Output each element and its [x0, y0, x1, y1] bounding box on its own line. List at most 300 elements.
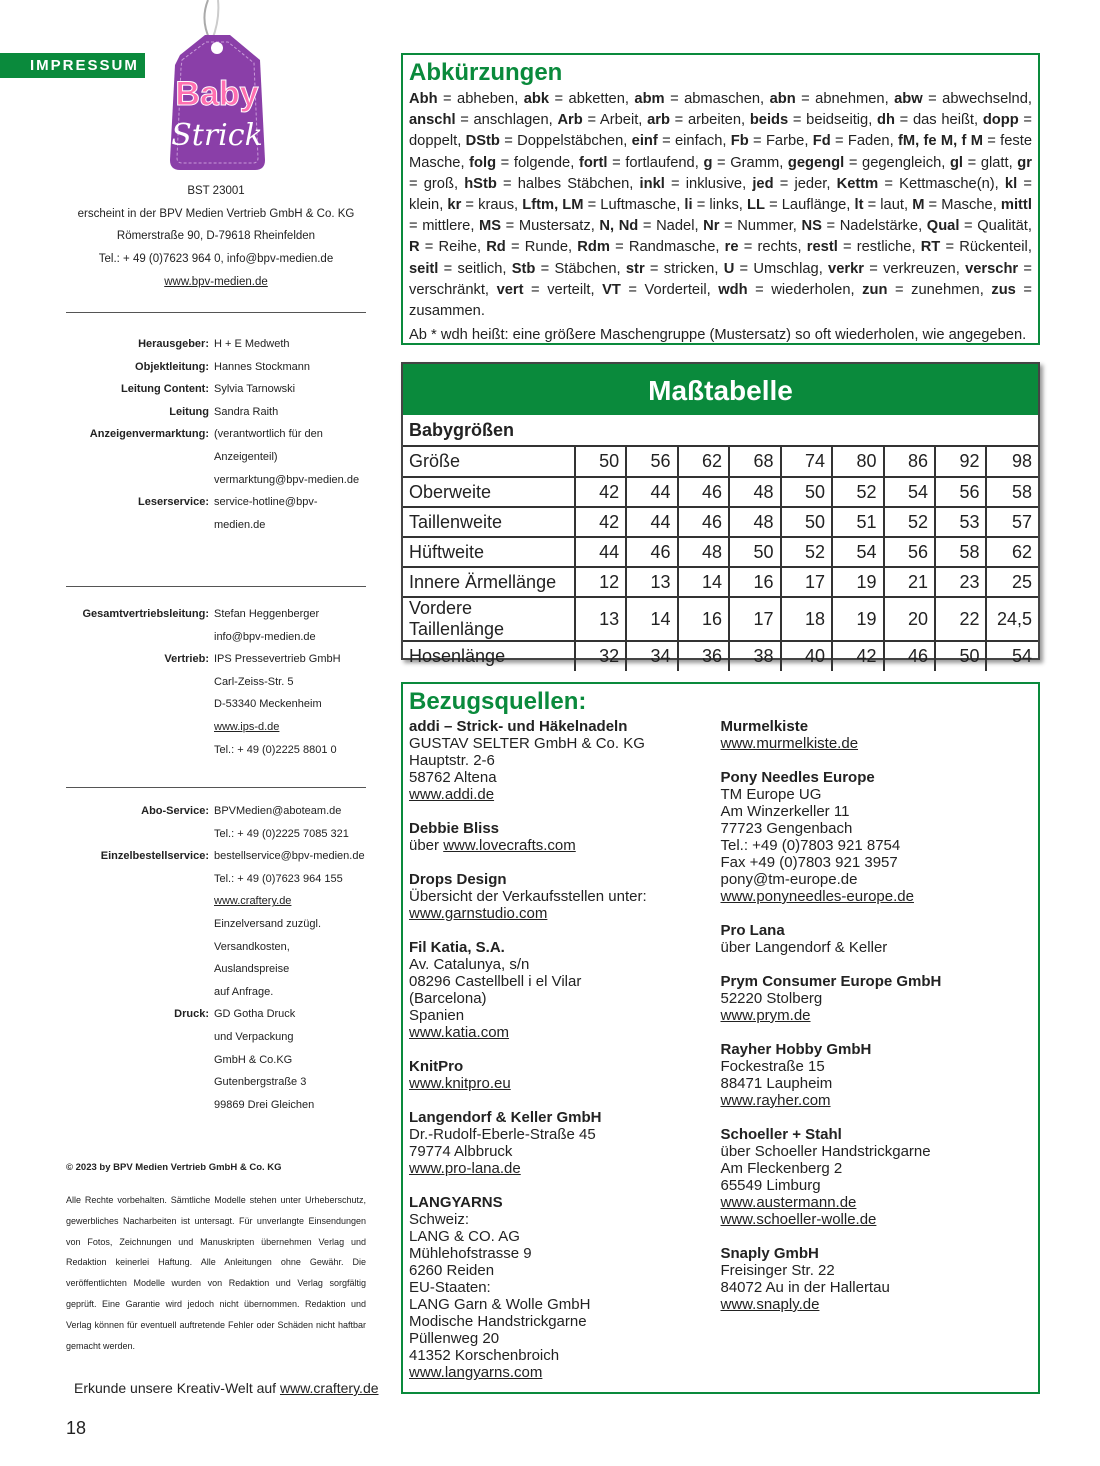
abbreviation-meaning: abketten	[568, 91, 625, 107]
impressum-row	[66, 378, 366, 401]
source-link-line	[409, 786, 721, 803]
source-link[interactable]: www.langyarns.com	[409, 1364, 543, 1381]
abbreviation-item: inkl = inklusive,	[639, 175, 753, 192]
abbreviation-meaning: verteilt	[547, 281, 591, 298]
source-link-line	[721, 1211, 1033, 1228]
size-row-label: Innere Ärmellänge	[403, 567, 575, 597]
abbreviation-item: Fb = Farbe,	[730, 133, 813, 150]
abbreviation-meaning: Nadel	[656, 218, 695, 235]
abbreviation-term: verkr	[828, 260, 864, 277]
source-link[interactable]: www.knitpro.eu	[409, 1075, 511, 1092]
source-entry	[409, 1058, 721, 1092]
impressum-value: Carl-Zeiss-Str. 5	[214, 675, 294, 688]
abbreviation-meaning: halbes Stäbchen	[517, 175, 630, 192]
source-entry	[409, 871, 721, 922]
size-cell: 86	[884, 447, 935, 477]
abbreviation-meaning: zunehmen	[911, 281, 980, 298]
abbreviation-term: NS	[801, 218, 822, 235]
source-name: Fil Katia, S.A.	[409, 939, 505, 956]
size-table-row	[403, 507, 1038, 537]
size-cell: 53	[935, 507, 986, 537]
source-line: pony@tm-europe.de	[720, 871, 858, 888]
abbreviation-item: str = stricken,	[625, 260, 724, 277]
source-link[interactable]: www.prym.de	[720, 1007, 811, 1024]
abbreviation-item: U = Umschlag,	[723, 260, 829, 277]
source-entry	[409, 1194, 721, 1381]
abbreviation-term: LL	[747, 197, 765, 214]
abbreviation-item: DStb = Doppelstäbchen,	[465, 133, 632, 150]
size-cell: 19	[832, 567, 883, 597]
source-line: 52220 Stolberg	[720, 990, 823, 1007]
source-link[interactable]: www.katia.com	[409, 1024, 510, 1041]
abbreviation-term: VT	[602, 281, 621, 298]
impressum-row	[66, 401, 366, 491]
size-cell: 17	[781, 567, 832, 597]
size-cell: 56	[884, 537, 935, 567]
source-line: LANG & CO. AG	[409, 1228, 520, 1245]
abbreviation-term: str	[625, 260, 645, 277]
abbreviation-term: mittl	[1000, 197, 1032, 214]
abbreviation-meaning: Nummer	[737, 218, 793, 235]
impressum-label: Leitung Content:	[121, 383, 209, 396]
abbreviation-meaning: wiederholen	[771, 281, 851, 298]
abbreviation-item: Stb = Stäbchen,	[511, 260, 626, 277]
size-cell: 50	[781, 507, 832, 537]
source-link[interactable]: www.pro-lana.de	[409, 1160, 521, 1177]
impressum-values	[214, 491, 366, 536]
impressum-value: service-hotline@bpv-medien.de	[214, 496, 318, 531]
abbreviation-term: lt	[854, 197, 864, 214]
impressum-value: Tel.: + 49 (0)2225 8801 0	[214, 743, 337, 756]
issue-code: BST 23001	[187, 185, 245, 197]
size-cell: 56	[935, 477, 986, 507]
size-cell: 57	[986, 507, 1038, 537]
source-name: LANGYARNS	[409, 1194, 503, 1211]
source-link[interactable]: www.austermann.de	[720, 1194, 857, 1211]
abbreviation-term: fM, fe M, f M	[897, 133, 983, 150]
source-link-line	[721, 1296, 1033, 1313]
abbreviation-term: Fb	[730, 133, 749, 150]
source-link-line: über www.lovecrafts.com	[409, 837, 576, 854]
size-table-grid	[403, 447, 1038, 671]
size-cell: 17	[729, 597, 780, 641]
abbreviation-meaning: abwechselnd	[942, 91, 1028, 107]
abbreviation-term: anschl	[409, 112, 456, 129]
sources-right-column	[721, 718, 1033, 1398]
impressum-value: BPVMedien@aboteam.de	[214, 805, 342, 817]
abbreviation-meaning: Nadelstärke	[839, 218, 919, 235]
source-name: Langendorf & Keller GmbH	[409, 1109, 602, 1126]
impressum-label: Druck:	[174, 1008, 209, 1021]
abbreviation-meaning: seitlich	[457, 260, 503, 277]
abbreviations-title: Abkürzungen	[409, 59, 563, 86]
source-link[interactable]: www.rayher.com	[720, 1092, 831, 1109]
abbreviation-meaning: feste Masche	[409, 133, 1032, 171]
abbreviation-term: U	[723, 260, 735, 277]
size-cell: 34	[626, 641, 677, 671]
size-cell: 36	[678, 641, 729, 671]
impressum-values	[214, 333, 366, 356]
abbreviation-meaning: klein	[409, 197, 440, 214]
abbreviation-term: dopp	[982, 112, 1019, 129]
rights-text: Alle Rechte vorbehalten. Sämtliche Modelle stehen unter Urheberschutz, gewerbliches Nacharbeiten ist untersagt. Für unverlangte Einsendungen von Fotos, Zeichnungen und Manuskripten übernehmen Verlag und Redaktion keinerlei Haftung. Alle Anleitungen ohne Gewähr. Die veröffentlichten Modelle wurden von Redaktion und Verlag sorgfältig geprüft. Eine Garantie wird jedoch nicht übernommen. Redaktion und Verlag können für eventuell auftretende Fehler oder Schäden nicht haftbar gemacht werden.	[66, 1195, 366, 1351]
size-table-row	[403, 641, 1038, 671]
abbreviation-meaning: abnehmen	[815, 91, 885, 107]
impressum-group-2	[66, 603, 366, 761]
abbreviation-term: Fd	[812, 133, 831, 150]
source-link-line	[721, 888, 1033, 905]
abbreviation-meaning: Masche	[941, 197, 993, 214]
publisher-line: erscheint in der BPV Medien Vertrieb GmbH & Co. KG	[77, 207, 355, 220]
impressum-row	[66, 648, 366, 761]
abbreviation-item: Nr = Nummer,	[703, 218, 802, 235]
source-line: (Barcelona)	[409, 990, 487, 1007]
source-line: Freisinger Str. 22	[720, 1262, 835, 1279]
size-cell: 54	[884, 477, 935, 507]
sources-title: Bezugsquellen:	[409, 688, 587, 715]
source-line: Hauptstr. 2-6	[409, 752, 495, 769]
source-link-line	[409, 1024, 721, 1041]
abbreviation-term: kl	[1004, 175, 1018, 192]
abbreviation-item: einf = einfach,	[631, 133, 731, 150]
abbreviation-meaning: Lauflänge	[781, 197, 847, 214]
abbreviation-term: abk	[523, 91, 550, 107]
size-cell: 42	[575, 477, 626, 507]
abbreviation-item: jed = jeder,	[752, 175, 837, 192]
source-name: KnitPro	[409, 1058, 464, 1075]
publisher-phone: Tel.: + 49 (0)7623 964 0, info@bpv-medien.de	[98, 253, 334, 266]
abbreviation-term: DStb	[465, 133, 500, 150]
impressum-group-3	[66, 800, 366, 1116]
source-name: Drops Design	[409, 871, 507, 888]
abbreviation-item: Qual = Qualität,	[926, 218, 1032, 235]
size-cell: 25	[986, 567, 1038, 597]
abbreviation-term: hStb	[464, 175, 497, 192]
impressum-value: Versandkosten, Auslandspreise	[214, 940, 290, 976]
impressum-label: Objektleitung:	[135, 360, 209, 373]
source-link[interactable]: www.schoeller-wolle.de	[720, 1211, 877, 1228]
size-cell: 56	[626, 447, 677, 477]
size-row-label: Taillenweite	[403, 507, 575, 537]
abbreviation-meaning: Kettmasche(n)	[899, 175, 995, 192]
abbreviation-meaning: Reihe	[438, 239, 477, 256]
impressum-value	[214, 890, 366, 913]
impressum-value: und Verpackung	[214, 1030, 294, 1043]
impressum-values	[214, 603, 366, 648]
impressum-values	[214, 845, 366, 1003]
abbreviation-item: seitl = seitlich,	[409, 260, 512, 277]
abbreviation-meaning: links	[709, 197, 739, 214]
impressum-value: IPS Pressevertrieb GmbH	[214, 653, 341, 666]
source-link[interactable]: www.garnstudio.com	[409, 905, 548, 922]
size-cell: 50	[781, 477, 832, 507]
page-number: 18	[66, 1418, 87, 1438]
abbreviation-term: Kettm	[836, 175, 879, 192]
impressum-value: D-53340 Meckenheim	[214, 698, 322, 711]
size-cell: 52	[832, 477, 883, 507]
impressum-value: Sylvia Tarnowski	[214, 383, 296, 396]
abbreviation-item: gl = glatt,	[949, 154, 1018, 171]
source-line: Dr.-Rudolf-Eberle-Straße 45	[409, 1126, 596, 1143]
impressum-value: Gutenbergstraße 3	[214, 1076, 307, 1089]
source-link[interactable]: www.addi.de	[409, 786, 495, 803]
source-entry	[721, 769, 1033, 905]
size-cell: 58	[986, 477, 1038, 507]
abbreviation-term: MS	[479, 218, 502, 235]
impressum-value: GD Gotha Druck	[214, 1008, 296, 1021]
source-line: Püllenweg 20	[409, 1330, 500, 1347]
impressum-value: GmbH & Co.KG	[214, 1053, 293, 1066]
abbreviation-meaning: verschränkt	[409, 281, 485, 298]
impressum-row	[66, 1003, 366, 1116]
abbreviation-item: LL = Lauflänge,	[747, 197, 855, 214]
source-line: über Langendorf & Keller	[720, 939, 888, 956]
craftery-link[interactable]: www.craftery.de	[279, 1380, 379, 1396]
size-row-label: Hosenlänge	[409, 646, 506, 666]
impressum-value: Tel.: + 49 (0)2225 7085 321	[214, 827, 349, 840]
abbreviation-meaning: restliche	[856, 239, 912, 256]
source-entry	[409, 1109, 721, 1177]
source-entry	[721, 973, 1033, 1024]
abbreviation-item: kl = klein,	[409, 175, 1032, 214]
source-line: Modische Handstrickgarne	[409, 1313, 587, 1330]
impressum-label: Herausgeber:	[138, 338, 209, 350]
abbreviation-meaning: Qualität	[977, 218, 1028, 235]
size-cell: 46	[626, 537, 677, 567]
impressum-value: auf Anfrage.	[214, 985, 274, 998]
source-link[interactable]: www.snaply.de	[720, 1296, 820, 1313]
divider	[66, 586, 366, 587]
size-table-title: Maßtabelle	[403, 364, 1038, 415]
abbreviation-meaning: groß	[423, 175, 454, 192]
abbreviation-meaning: Luftmasche	[600, 197, 677, 214]
source-line: 58762 Altena	[409, 769, 497, 786]
size-cell: 16	[678, 597, 729, 641]
impressum-link[interactable]: www.ips-d.de	[214, 720, 280, 733]
abbreviation-meaning: kraus	[478, 197, 515, 214]
size-cell: 42	[832, 641, 883, 671]
source-link-line	[721, 1194, 1033, 1211]
source-name: Pony Needles Europe	[720, 769, 875, 786]
abbreviation-term: M	[912, 197, 925, 214]
logo-text-baby: Baby	[175, 75, 259, 113]
impressum-label: Vertrieb:	[164, 653, 209, 666]
abbreviation-term: Abh	[409, 91, 438, 107]
abbreviation-meaning: Stäbchen	[554, 260, 617, 277]
abbreviation-term: Stb	[511, 260, 536, 277]
abbreviation-term: wdh	[718, 281, 748, 298]
abbreviation-item: restl = restliche,	[806, 239, 921, 256]
source-name: addi – Strick- und Häkelnadeln	[409, 718, 628, 735]
abbreviation-item: beids = beidseitig,	[749, 112, 878, 129]
publisher-info	[66, 180, 366, 294]
size-cell: 44	[626, 507, 677, 537]
source-name: Schoeller + Stahl	[720, 1126, 842, 1143]
sources-left-column	[409, 718, 721, 1398]
abbreviation-item: Lftm, LM = Luftmasche,	[522, 197, 685, 214]
source-entry	[409, 939, 721, 1041]
abbreviation-term: Nr	[703, 218, 720, 235]
abbreviation-item: gr = groß,	[409, 154, 1032, 192]
source-line: EU-Staaten:	[409, 1279, 491, 1296]
impressum-value: Stefan Heggenberger	[214, 608, 320, 620]
size-cell: 54	[832, 537, 883, 567]
source-name: Debbie Bliss	[409, 820, 500, 837]
source-link-line	[409, 1364, 721, 1381]
abbreviation-term: zun	[862, 281, 888, 298]
impressum-values	[214, 356, 366, 379]
source-entry	[721, 1041, 1033, 1109]
source-line: 88471 Laupheim	[720, 1075, 833, 1092]
source-line: Fockestraße 15	[720, 1058, 825, 1075]
source-link[interactable]: www.ponyneedles-europe.de	[720, 888, 914, 905]
abbreviation-item: dh = das heißt,	[877, 112, 983, 129]
size-cell: 74	[781, 447, 832, 477]
abbreviation-term: arb	[647, 112, 670, 129]
source-line: 79774 Albbruck	[409, 1143, 513, 1160]
source-line: Schweiz:	[409, 1211, 470, 1228]
source-link-line	[721, 1092, 1033, 1109]
source-link-line	[409, 905, 721, 922]
abbreviation-item: VT = Vorderteil,	[602, 281, 719, 298]
abbreviation-meaning: laut	[880, 197, 904, 214]
abbreviation-item: g = Gramm,	[703, 154, 788, 171]
abbreviation-item: N, Nd = Nadel,	[599, 218, 704, 235]
size-cell: 48	[729, 477, 780, 507]
abbreviation-term: vert	[496, 281, 524, 298]
source-name: Pro Lana	[720, 922, 785, 939]
source-line: Tel.: +49 (0)7803 921 8754	[720, 837, 901, 854]
size-cell: 13	[575, 597, 626, 641]
impressum-value: Tel.: + 49 (0)7623 964 155	[214, 872, 343, 885]
abbreviation-term: abn	[769, 91, 796, 107]
source-line: Am Winzerkeller 11	[720, 803, 850, 820]
abbreviation-term: Arb	[557, 112, 583, 129]
abbreviation-item: Fd = Faden,	[812, 133, 898, 150]
impressum-label: Abo-Service:	[141, 805, 209, 817]
size-cell: 44	[575, 537, 626, 567]
abbreviation-meaning: glatt	[980, 154, 1009, 171]
abbreviation-meaning: anschlagen	[473, 112, 549, 129]
impressum-value: (verantwortlich für den	[214, 428, 323, 441]
sources-box	[401, 682, 1040, 1394]
impressum-values	[214, 401, 366, 491]
abbreviation-meaning: Umschlag	[753, 260, 819, 277]
abbreviation-meaning: stricken	[663, 260, 715, 277]
impressum-label: Gesamtvertriebsleitung:	[82, 608, 209, 620]
abbreviation-item: zus = zusammen.	[409, 281, 1032, 320]
abbreviation-meaning: jeder	[794, 175, 827, 192]
source-link-line	[721, 735, 1033, 752]
impressum-link[interactable]: www.craftery.de	[214, 895, 292, 908]
source-name: Rayher Hobby GmbH	[720, 1041, 872, 1058]
impressum-row	[66, 356, 366, 379]
abbreviation-term: li	[684, 197, 693, 214]
source-link-line	[409, 1075, 721, 1092]
source-name: Murmelkiste	[720, 718, 809, 735]
abbreviation-item: dopp = doppelt,	[409, 112, 1032, 150]
abbreviation-item: M = Masche,	[912, 197, 1001, 214]
size-cell: 92	[935, 447, 986, 477]
source-link[interactable]: www.lovecrafts.com	[443, 837, 576, 854]
abbreviation-item: vert = verteilt,	[496, 281, 603, 298]
source-entry	[409, 820, 721, 854]
abbreviation-term: gegengl	[787, 154, 845, 171]
abbreviation-item: Abh = abheben,	[409, 91, 524, 107]
impressum-value	[214, 716, 366, 739]
abbreviation-meaning: Arbeit	[599, 112, 639, 129]
size-cell: 54	[986, 641, 1038, 671]
abbreviation-meaning: inklusive	[685, 175, 743, 192]
abbreviation-meaning: verkreuzen	[883, 260, 956, 277]
source-line: Am Fleckenberg 2	[720, 1160, 843, 1177]
publisher-address: Römerstraße 90, D-79618 Rheinfelden	[116, 230, 316, 243]
abbreviation-item: li = links,	[684, 197, 747, 214]
size-row-label: Größe	[403, 447, 575, 477]
discover-text: Erkunde unsere Kreativ-Welt auf	[74, 1380, 277, 1396]
impressum-value: H + E Medweth	[214, 338, 290, 350]
abbreviation-meaning: rechts	[757, 239, 798, 256]
abbreviation-item: kr = kraus,	[447, 197, 523, 214]
size-cell: 98	[986, 447, 1038, 477]
size-cell: 50	[729, 537, 780, 567]
abbreviation-term: Lftm, LM	[522, 197, 584, 214]
baby-strick-logo	[160, 0, 280, 175]
publisher-website-link[interactable]: www.bpv-medien.de	[164, 275, 268, 288]
abbreviations-list	[409, 89, 1032, 322]
source-line: LANG Garn & Wolle GmbH	[409, 1296, 591, 1313]
impressum-values	[214, 648, 366, 761]
abbreviation-meaning: Gramm	[730, 154, 780, 171]
impressum-value: Sandra Raith	[214, 405, 279, 418]
size-cell: 12	[575, 567, 626, 597]
abbreviation-item: Rd = Runde,	[486, 239, 578, 256]
impressum-values	[214, 1003, 366, 1116]
source-name: Snaply GmbH	[720, 1245, 819, 1262]
source-entry	[721, 922, 1033, 956]
abbreviation-item: re = rechts,	[724, 239, 807, 256]
size-cell: 80	[832, 447, 883, 477]
size-cell: 14	[678, 567, 729, 597]
size-cell: 51	[832, 507, 883, 537]
source-entry	[721, 1245, 1033, 1313]
abbreviation-meaning: Rückenteil	[959, 239, 1028, 256]
abbreviation-item: folg = folgende,	[469, 154, 579, 171]
size-cell: 44	[626, 477, 677, 507]
source-link[interactable]: www.murmelkiste.de	[720, 735, 859, 752]
size-cell: 62	[986, 537, 1038, 567]
impressum-row	[66, 800, 366, 845]
abbreviation-meaning: einfach	[675, 133, 723, 150]
abbreviation-term: fortl	[578, 154, 608, 171]
impressum-label: Einzelbestellservice:	[100, 850, 209, 863]
size-cell: 52	[781, 537, 832, 567]
abbreviation-meaning: beidseitig	[806, 112, 869, 129]
abbreviation-item: anschl = anschlagen,	[409, 112, 558, 129]
source-line: 08296 Castellbell i el Vilar	[409, 973, 582, 990]
abbreviation-term: Rd	[486, 239, 506, 256]
size-row-label: Vordere Taillenlänge	[403, 597, 575, 641]
source-line: 6260 Reiden	[409, 1262, 495, 1279]
abbreviation-item: Arb = Arbeit,	[557, 112, 648, 129]
size-table-row	[403, 477, 1038, 507]
size-cell: 62	[678, 447, 729, 477]
abbreviation-meaning: Mustersatz	[518, 218, 591, 235]
abbreviation-term: gr	[1017, 154, 1032, 171]
impressum-group-1	[66, 333, 366, 536]
abbreviation-term: N, Nd	[599, 218, 639, 235]
source-name: Prym Consumer Europe GmbH	[720, 973, 942, 990]
